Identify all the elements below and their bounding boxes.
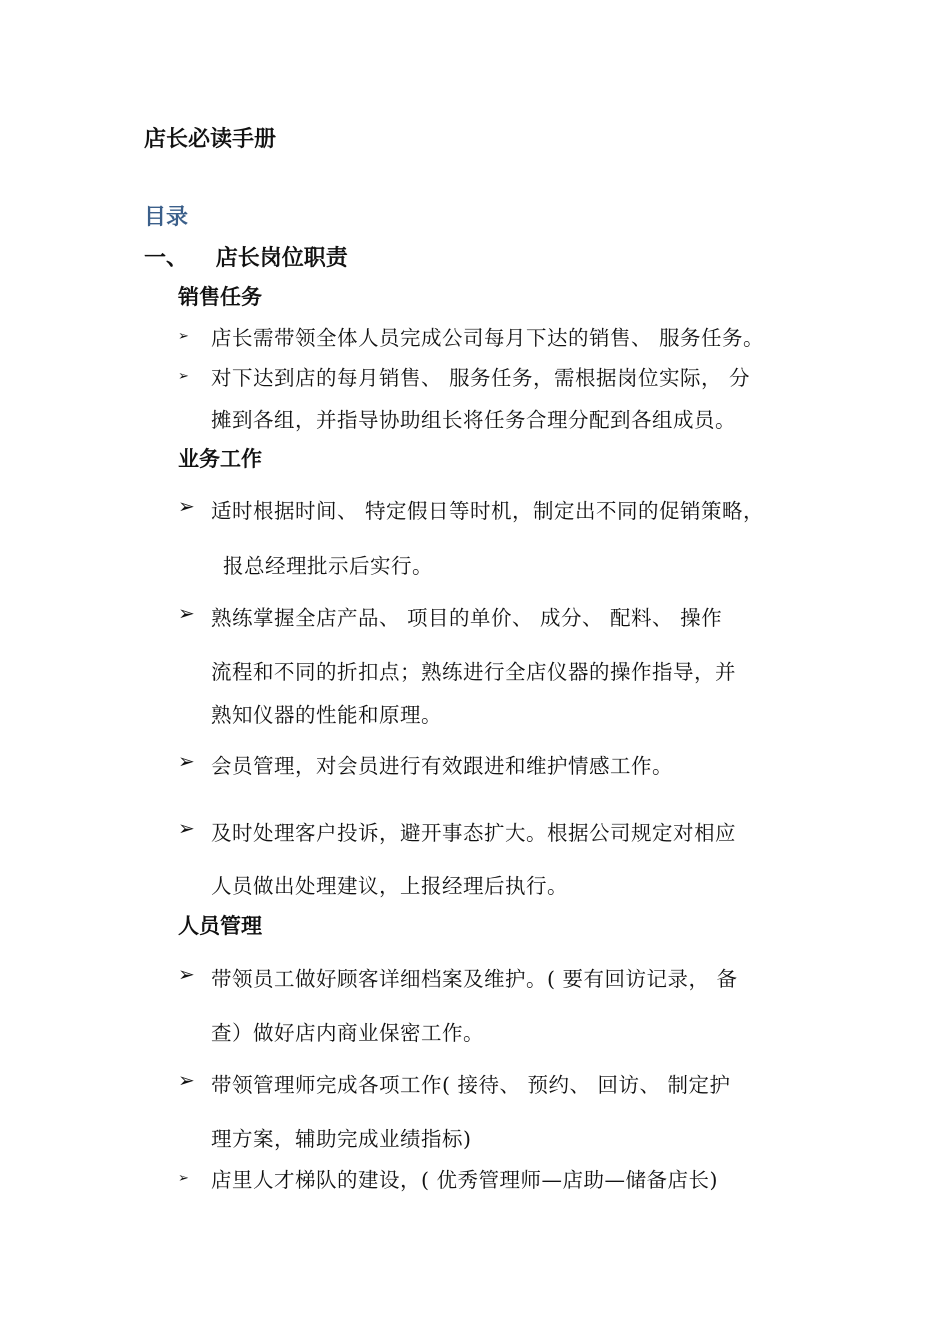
- list-item-text: 摊到各组，并指导协助组长将任务合理分配到各组成员。: [211, 408, 736, 432]
- subheading-sales: 销售任务: [178, 284, 262, 309]
- list-item-text: 店长需带领全体人员完成公司每月下达的销售、 服务任务。: [211, 326, 765, 350]
- subheading-personnel: 人员管理: [178, 913, 262, 938]
- bullet-icon: ➢: [178, 601, 195, 625]
- bullet-icon: ➢: [178, 1171, 189, 1186]
- list-item-text: 店里人才梯队的建设，( 优秀管理师—店助—储备店长): [211, 1168, 719, 1192]
- list-item-text: 查）做好店内商业保密工作。: [211, 1021, 484, 1045]
- list-item-text: 适时根据时间、 特定假日等时机，制定出不同的促销策略，: [211, 499, 765, 523]
- bullet-icon: ➢: [178, 369, 189, 384]
- section-title: 店长岗位职责: [215, 245, 348, 271]
- subheading-business: 业务工作: [178, 446, 262, 471]
- bullet-icon: ➢: [178, 962, 195, 986]
- list-item-text: 流程和不同的折扣点；熟练进行全店仪器的操作指导，并: [211, 660, 736, 684]
- list-item-text: 会员管理，对会员进行有效跟进和维护情感工作。: [211, 754, 673, 778]
- bullet-icon: ➢: [178, 494, 195, 518]
- list-item-text: 带领管理师完成各项工作( 接待、 预约、 回访、 制定护: [211, 1073, 731, 1097]
- section-number: 一、: [144, 245, 189, 271]
- list-item-text: 带领员工做好顾客详细档案及维护。( 要有回访记录， 备: [211, 967, 738, 991]
- list-item-text: 对下达到店的每月销售、 服务任务，需根据岗位实际， 分: [211, 366, 751, 390]
- list-item-text: 人员做出处理建议，上报经理后执行。: [211, 874, 568, 898]
- bullet-icon: ➢: [178, 816, 195, 840]
- list-item-text: 理方案，辅助完成业绩指标): [211, 1127, 472, 1151]
- list-item-text: 报总经理批示后实行。: [223, 554, 433, 578]
- bullet-icon: ➢: [178, 329, 189, 344]
- list-item-text: 熟练掌握全店产品、 项目的单价、 成分、 配料、 操作: [211, 606, 723, 630]
- toc-label: 目录: [144, 204, 189, 230]
- bullet-icon: ➢: [178, 1068, 195, 1092]
- list-item-text: 熟知仪器的性能和原理。: [211, 703, 442, 727]
- section-heading: [144, 241, 348, 272]
- bullet-icon: ➢: [178, 749, 195, 773]
- list-item-text: 及时处理客户投诉，避开事态扩大。根据公司规定对相应: [211, 821, 736, 845]
- page-title: 店长必读手册: [144, 126, 277, 152]
